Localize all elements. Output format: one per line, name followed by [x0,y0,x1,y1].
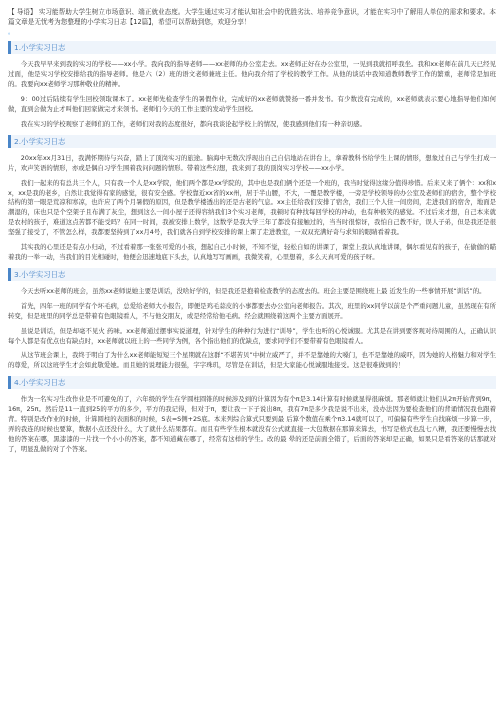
paragraph: 从这节班会课上，我终于明白了为什么xx老师能短短三个星期就在这群“不堪苦贝”中树立威严了，并不是靠她的大嗓门，也不是靠她的威吓，因为她的人格魅力和对学生的尊爱，所以这班学生才会如此敬爱她。而且她的说理能力很强，字字珠玑，尽管是在训话，但是大家能心悦诚服地接受。这是很难做到的！ [8,351,496,370]
paragraph: 我在实习的学校观察了老师们的工作，老师们对我的态度很好，都向我谈论起学校上的情况，使我感到他们有一种亲切感。 [20,119,366,128]
paragraph: 虽说是训话，但是却毫不见火 药味。xx老师通过摆事实说道理，针对学生的种种行为进行“训导”，学生也听的心悦诚服。尤其是在讲到要客观对待周围的人，正确认识每个人都是有优点也有缺点时，xx老师就以班上的一些同学为例，各个指出他们的优缺点，要求同学们不要带着有色眼镜看人。 [8,326,496,345]
section-heading-3: 3.小学实习日志 [8,268,496,281]
paragraph: 其实我的心里还是有点小归动，不过看着那一张张可爱的小孩，想起自己小时候，不知不觉，轻松自如的讲课了，课堂上我认真地讲课，偶尔看见有的孩子，在偷偷的瞄着我的一举一动，当我们的目光相碰时，他便会迅速地底下头去，认真地写写画画，我微笑着，心里想着，多么天真可爱的孩子呀。 [8,243,496,261]
paragraph: 今天去听xx老师的班会，虽然xx老师说她主要是训话，没啥好学的，但是我还是抱着检查教学的态度去的。班会主要是围绕班上最 近发生的一些事情开展“训话”的。 [20,286,486,295]
section-heading-1: 1.小学实习日志 [8,41,496,54]
paragraph: 20xx年xx月31日，我满怀期待与兴奋，踏上了顶岗实习的旅途。脑海中无数次浮现出自己自信地站在讲台上，拿着教科书给学生上课的情形，想象过自己与学生打成一片，欢声笑语的情形，亦或是偶自习学生围着我问问题的情形。带着这些幻想，我来到了我的顶岗实习学校——xx小学。 [8,153,496,172]
section-heading-2: 2.小学实习日志 [8,135,496,148]
paragraph: 9：00过后陆续有学生回校领取课本了。xx老师先检查学生的暑假作业，完成好的xx老师就赞扬一番并发书。有少数没有完成的，xx老师就表示要心地指导他们如何做，直到会做为止才叫他们回家做完才来领书。老师们今天的工作主要的发动学生回校。 [8,95,496,114]
section-heading-4: 4.小学实习日志 [8,376,496,389]
paragraph: 作为一名实习生改作业是不可避免的了，六年级的学生在学圆柱圆锥的时候涉及到的计算因为有个π是3.14计算有时候就显得很麻烦。那老师就让他们从2π开始背到9π，16π，25π。然后是11一直到25的平方的多少，平方的我记得，但对于π，要让我一下子说出8π，我有7π是多少我是说不出来，没办法因为要检查他们的背诵情况我也跟着背。特别是改作业的时候，计算圆柱的表面积的时候，S表=S侧+2S底。本来列综合算式只要到最 后算个数值在乘个π3.14就可以了，可偏偏有些学生自找麻烦一步算一步，弄的我连的时候也要算，数据小点还没什么，大了就什么结果都有。而且有些学生根本就没有公式就直接一大包数据在那算来算去，书写是格式也乱七八糟，我还要慢慢去找他的答案在哪，黑漆漆的一片找一个小小的答案，都不知道藏在哪了，经常有这样的学生。改的最 晕的还是前面全错了，后面的答案却是正确，如果只是看答案的话那就对了，明显乱做的对了个答案。 [8,395,497,453]
paragraph: 首先，四年一班的同学有个坏毛病，总爱给老师大小报告，即便是鸡毛蒜皮的小事都要去办公室向老师报告。其次，班里的xx同学以前是个严重问题儿童，虽然现在有所转变，但是班里的同学总是带着有色眼镜看人，不与他交朋友，或是经常给他毛病。经会就围绕着这两个主要方面展开。 [8,301,496,320]
paragraph: 今天我早早来到我的实习的学校——xx小学。我向我的指导老师——xx老师的办公室走去。xx老师正好在办公室里，一见到我就招呼我坐。我和xx老师在前几天已经见过面，他是实习学校安排给我的指导老师。他是六（2）班的语文老师兼班主任。他向我介绍了学校的教学工作。从他的谈话中我知道教师教学工作的繁重，老师常是加班的。我要向xx老师学习那种敬业的精神。 [8,60,496,89]
marker-dot: 。 [8,29,15,37]
intro-paragraph: 【 导语】 实习能帮助大学生树立市场意识、端正就业态度。大学生通过实习才能认知社会中的优胜劣汰、培养竞争意识，才能在实习中了解用人单位的需求和要求。本篇文章是无忧考为您整理的小学实习日志【12篇】，希望可以帮助到您，欢迎分享！ [8,8,496,27]
paragraph: 我们一起来的有总共三个人，只有我一个人是xx学院，他们两个都是xx学院的，其中也是我们俩个还是一个班的，我当时觉得这缘分值得珍惜。后来又来了俩个：xx和xx，xx是我的老乡，自然让我觉得有家的感觉，很有安全感。学校靠近xx省的xx州，居于半山腰，不大，一覆是教学楼，一旁是学校领导的办公室及老师们的宿舍，整个学校结构的第一眼是荒凉和寒凉，也许应了两个月暑假的原因，但是教学楼透出的还是古老的气息。xx主任给我们安排了宿舍，我们三个人住一间房间，走进我们的宿舍，地面是潮湿的，床也只是个空架子且布满了灰尘，想到这么一间小屋子还得容纳我们3个实习老师，我顿时有种找每回学校的冲动，也有种极笑的感觉。不过后来才想，自己本来就是农村的孩子，难道这点苦都不能受吗？在同一时间，我被安排上数学，这数学是我大学三年了都没有接触过的，当当时很惊讶，我怕自己教不好，误人子弟，但是我还是很坚强了接受了，不管怎么样，我都要坚持到了xx月4号，我们就各自到学校安排的课上课了走进教室，一双双充满好奇与求知的眼睛看着我。 [8,178,496,237]
